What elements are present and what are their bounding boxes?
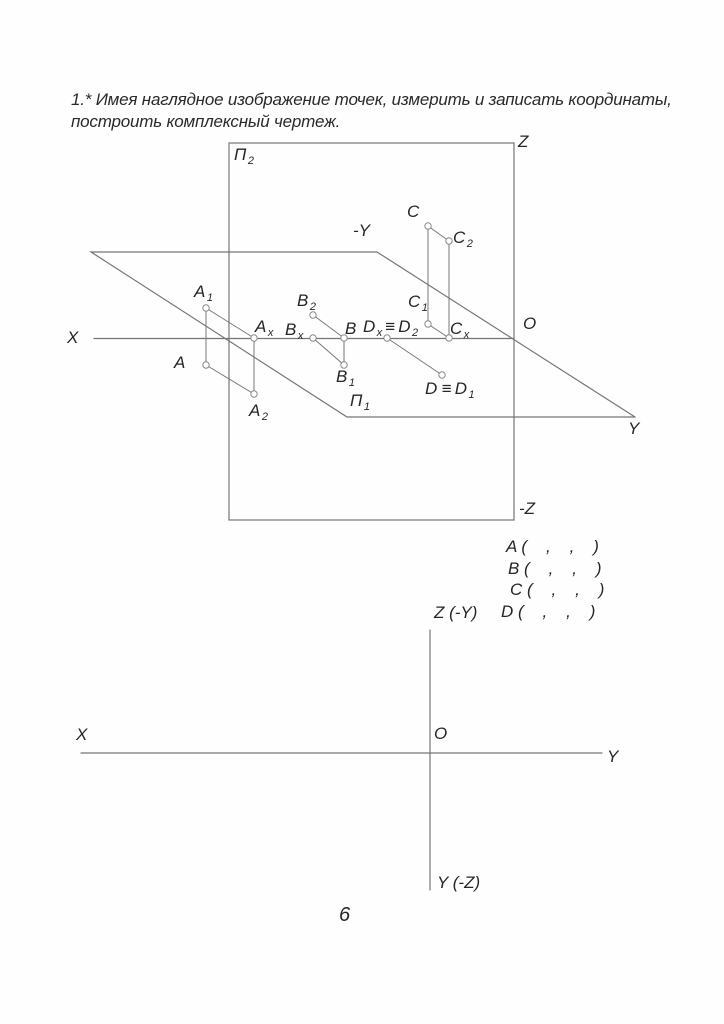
point-ax-label: A $_x$ xyxy=(255,317,274,340)
epure-y-axis-label: Y xyxy=(607,747,619,766)
point-c2-marker xyxy=(446,238,452,244)
task-title-line1: 1.* Имея наглядное изображение точек, измерить и записать координаты, xyxy=(71,90,672,109)
page-number: 6 xyxy=(339,904,351,926)
point-d-d1-label: D ≡ D $_1$ xyxy=(425,379,475,402)
point-c-label: C xyxy=(407,202,420,221)
origin-label: O xyxy=(523,314,537,333)
point-dx-d2-label: D $_x$ ≡ D $_2$ xyxy=(363,317,419,340)
point-cx-label: C $_x$ xyxy=(450,319,470,342)
point-b2-label: B $_2$ xyxy=(297,291,316,314)
epure-z-axis-top-label: Z (-Y) xyxy=(434,603,478,622)
a-a2-line xyxy=(206,365,254,394)
coords-row-b: B ( , , ) xyxy=(508,559,602,578)
neg-z-axis-label: -Z xyxy=(519,499,536,518)
dx-d-line xyxy=(387,338,442,375)
point-bx-label: B $_x$ xyxy=(285,320,304,343)
point-d-d1-marker xyxy=(439,372,445,378)
point-c1-marker xyxy=(425,321,431,327)
point-c2-label: C $_2$ xyxy=(453,228,473,251)
point-bx-marker xyxy=(310,335,316,341)
plane-pi1-label: П $_1$ xyxy=(350,391,370,414)
task-title-line2: построить комплексный чертеж. xyxy=(71,112,341,131)
coords-row-d: D ( , , ) xyxy=(501,602,596,621)
point-a1-marker xyxy=(203,305,209,311)
c1-cx-line xyxy=(428,324,449,338)
epure-x-axis-label: X xyxy=(76,725,88,744)
point-a-label: A xyxy=(174,353,186,372)
point-c1-label: C $_1$ xyxy=(408,292,428,315)
point-a1-label: A $_1$ xyxy=(194,282,213,305)
coords-row-a: A ( , , ) xyxy=(506,537,599,556)
z-axis-label: Z xyxy=(518,132,529,151)
plane-pi2-label: П $_2$ xyxy=(234,145,254,168)
c-c2-line xyxy=(428,226,449,241)
point-b1-label: B $_1$ xyxy=(336,367,355,390)
point-a2-label: A $_2$ xyxy=(249,401,268,424)
point-a2-marker xyxy=(251,391,257,397)
point-c-marker xyxy=(425,223,431,229)
point-b-label: B xyxy=(345,319,357,338)
b2-b-line xyxy=(313,315,344,338)
bx-b1-line xyxy=(313,338,344,365)
a1-ax-line xyxy=(206,308,254,338)
coords-row-c: C ( , , ) xyxy=(510,580,605,599)
neg-y-axis-label: -Y xyxy=(353,221,370,240)
point-a-marker xyxy=(203,362,209,368)
epure-origin-label: O xyxy=(434,724,448,743)
epure-z-axis-bottom-label: Y (-Z) xyxy=(437,873,481,892)
y-axis-label: Y xyxy=(628,419,640,438)
x-axis-label: X xyxy=(67,328,79,347)
